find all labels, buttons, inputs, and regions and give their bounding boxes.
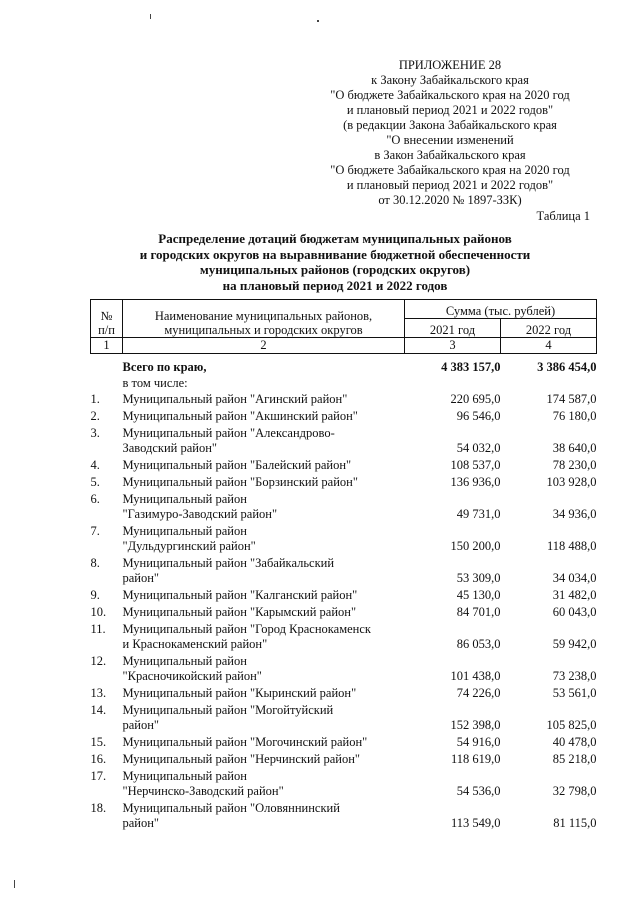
row-number: 1.	[90, 392, 100, 406]
district-name-line: Муниципальный район "Калганский район"	[122, 588, 358, 602]
table-row	[91, 408, 597, 425]
value-2021: 45 130,0	[456, 588, 501, 602]
district-name-line: район"	[122, 571, 160, 585]
appendix-header	[300, 58, 600, 208]
value-2021: 108 537,0	[450, 458, 501, 472]
table-row	[91, 457, 597, 474]
row-number: 9.	[90, 588, 100, 602]
header-line: к Закону Забайкальского края	[371, 73, 529, 87]
value-2021: 113 549,0	[450, 816, 501, 830]
header-line: и плановый период 2021 и 2022 годов"	[346, 178, 554, 192]
district-name	[123, 685, 405, 702]
district-name-line: Муниципальный район "Агинский район"	[122, 392, 348, 406]
value-2021: 54 916,0	[456, 735, 501, 749]
row-number: 16.	[90, 752, 107, 766]
value-2022: 85 218,0	[552, 752, 597, 766]
value-2021: 53 309,0	[456, 571, 501, 585]
value-2022: 60 043,0	[552, 605, 597, 619]
value-2021: 86 053,0	[456, 637, 501, 651]
district-name	[123, 702, 405, 734]
total-row	[91, 354, 597, 377]
value-2021: 54 032,0	[456, 441, 501, 455]
value-2021: 136 936,0	[450, 475, 501, 489]
row-number: 14.	[90, 703, 107, 717]
value-2021: 220 695,0	[450, 392, 501, 406]
value-2021: 84 701,0	[456, 605, 501, 619]
value-2022: 105 825,0	[546, 718, 597, 732]
table-row	[91, 555, 597, 587]
district-name	[123, 474, 405, 491]
header-line: ПРИЛОЖЕНИЕ 28	[398, 58, 502, 72]
table-row	[91, 604, 597, 621]
col-number-3: 3	[405, 338, 501, 354]
scan-mark	[14, 880, 15, 888]
value-2022: 59 942,0	[552, 637, 597, 651]
document-title	[100, 231, 570, 293]
subsidy-table	[90, 299, 597, 832]
table-row	[91, 653, 597, 685]
header-line: (в редакции Закона Забайкальского края	[343, 118, 557, 132]
district-name-line: Муниципальный район "Карымский район"	[122, 605, 357, 619]
district-name-line: Муниципальный район "Город Краснокаменск	[122, 622, 371, 636]
district-name-line: район"	[122, 718, 160, 732]
title-line: Распределение дотаций бюджетам муниципальных районов	[158, 231, 512, 246]
district-name	[123, 555, 405, 587]
header-line: "О бюджете Забайкальского края на 2020 год	[330, 88, 570, 102]
table-row	[91, 523, 597, 555]
title-line: муниципальных районов (городских округов)	[199, 262, 471, 277]
title-line: и городских округов на выравнивание бюджетной обеспеченности	[139, 246, 531, 262]
row-number: 8.	[90, 556, 100, 570]
district-name-line: "Газимуро-Заводский район"	[122, 507, 278, 521]
table-row	[91, 734, 597, 751]
scan-mark	[317, 20, 319, 22]
row-number: 2.	[90, 409, 100, 423]
value-2022: 81 115,0	[553, 816, 597, 830]
table-row	[91, 391, 597, 408]
value-2022: 118 488,0	[546, 539, 597, 553]
district-name	[123, 604, 405, 621]
row-number: 15.	[90, 735, 107, 749]
row-number: 4.	[90, 458, 100, 472]
table-row	[91, 702, 597, 734]
value-2021: 152 398,0	[450, 718, 501, 732]
district-name-line: "Нерчинско-Заводский район"	[122, 784, 284, 798]
table-row	[91, 474, 597, 491]
district-name-line: "Дульдургинский район"	[122, 539, 256, 553]
value-2022: 103 928,0	[546, 475, 597, 489]
value-2022: 73 238,0	[552, 669, 597, 683]
value-2022: 34 936,0	[552, 507, 597, 521]
district-name-line: Муниципальный район "Балейский район"	[122, 458, 352, 472]
district-name-line: и Краснокаменский район"	[122, 637, 268, 651]
row-number: 17.	[90, 769, 107, 783]
district-name	[123, 768, 405, 800]
district-name-line: Заводский район"	[122, 441, 218, 455]
district-name-line: Муниципальный район "Забайкальский	[122, 556, 335, 570]
value-2021: 118 619,0	[450, 752, 501, 766]
table-row	[91, 425, 597, 457]
row-number: 6.	[90, 492, 100, 506]
value-2021: 49 731,0	[456, 507, 501, 521]
table-row	[91, 800, 597, 832]
row-number: 7.	[90, 524, 100, 538]
district-name	[123, 800, 405, 832]
district-name-line: Муниципальный район "Акшинский район"	[122, 409, 358, 423]
district-name-line: Муниципальный район "Кыринский район"	[122, 686, 357, 700]
district-name	[123, 751, 405, 768]
district-name-line: Муниципальный район	[122, 492, 247, 506]
district-name-line: Муниципальный район	[122, 654, 247, 668]
district-name-line: Муниципальный район "Александрово-	[122, 426, 335, 440]
district-name-line: район"	[122, 816, 160, 830]
district-name	[123, 621, 405, 653]
col-header-number: № п/п	[91, 300, 123, 338]
table-row	[91, 491, 597, 523]
value-2022: 40 478,0	[552, 735, 597, 749]
table-row	[91, 768, 597, 800]
header-line: в Закон Забайкальского края	[374, 148, 526, 162]
table-row	[91, 621, 597, 653]
value-2022: 53 561,0	[552, 686, 597, 700]
row-number: 18.	[90, 801, 107, 815]
header-line: "О бюджете Забайкальского края на 2020 год	[330, 163, 570, 177]
row-number: 11.	[90, 622, 106, 636]
district-name	[123, 391, 405, 408]
value-2022: 76 180,0	[552, 409, 597, 423]
col-header-2022: 2022 год	[501, 319, 597, 338]
table-row	[91, 685, 597, 702]
value-2022: 78 230,0	[552, 458, 597, 472]
district-name-line: Муниципальный район "Нерчинский район"	[122, 752, 360, 766]
total-2021: 4 383 157,0	[441, 360, 501, 374]
district-name	[123, 491, 405, 523]
value-2021: 74 226,0	[456, 686, 501, 700]
value-2021: 54 536,0	[456, 784, 501, 798]
col-number-2: 2	[123, 338, 405, 354]
district-name-line: Муниципальный район	[122, 524, 247, 538]
district-name	[123, 408, 405, 425]
col-header-name: Наименование муниципальных районов, муниципальных и городских округов	[123, 300, 405, 338]
district-name-line: "Красночикойский район"	[122, 669, 262, 683]
col-header-sum: Сумма (тыс. рублей)	[405, 300, 597, 319]
table-row	[91, 587, 597, 604]
district-name-line: Муниципальный район "Могочинский район"	[122, 735, 368, 749]
district-name	[123, 734, 405, 751]
district-name-line: Муниципальный район	[122, 769, 247, 783]
value-2022: 34 034,0	[552, 571, 597, 585]
district-name	[123, 425, 405, 457]
header-line: "О внесении изменений	[386, 133, 514, 147]
row-number: 13.	[90, 686, 107, 700]
row-number: 10.	[90, 605, 107, 619]
value-2022: 31 482,0	[552, 588, 597, 602]
col-number-4: 4	[501, 338, 597, 354]
scan-mark	[150, 14, 151, 19]
title-line: на плановый период 2021 и 2022 годов	[222, 277, 448, 293]
value-2021: 96 546,0	[456, 409, 501, 423]
total-label: Всего по краю,	[122, 360, 207, 374]
including-label: в том числе:	[122, 376, 188, 390]
row-number: 12.	[90, 654, 107, 668]
row-number: 5.	[90, 475, 100, 489]
col-header-2021: 2021 год	[405, 319, 501, 338]
value-2022: 32 798,0	[552, 784, 597, 798]
table-body	[91, 391, 597, 832]
header-line: и плановый период 2021 и 2022 годов"	[346, 103, 554, 117]
value-2022: 38 640,0	[552, 441, 597, 455]
total-2022: 3 386 454,0	[537, 360, 597, 374]
district-name-line: Муниципальный район "Могойтуйский	[122, 703, 334, 717]
district-name-line: Муниципальный район "Борзинский район"	[122, 475, 358, 489]
header-line: от 30.12.2020 № 1897-ЗЗК)	[378, 193, 522, 207]
table-label: Таблица 1	[536, 209, 590, 223]
row-number: 3.	[90, 426, 100, 440]
col-number-1: 1	[91, 338, 123, 354]
district-name	[123, 587, 405, 604]
district-name-line: Муниципальный район "Оловяннинский	[122, 801, 340, 815]
value-2022: 174 587,0	[546, 392, 597, 406]
district-name	[123, 653, 405, 685]
district-name	[123, 523, 405, 555]
district-name	[123, 457, 405, 474]
value-2021: 150 200,0	[450, 539, 501, 553]
table-row	[91, 751, 597, 768]
value-2021: 101 438,0	[450, 669, 501, 683]
